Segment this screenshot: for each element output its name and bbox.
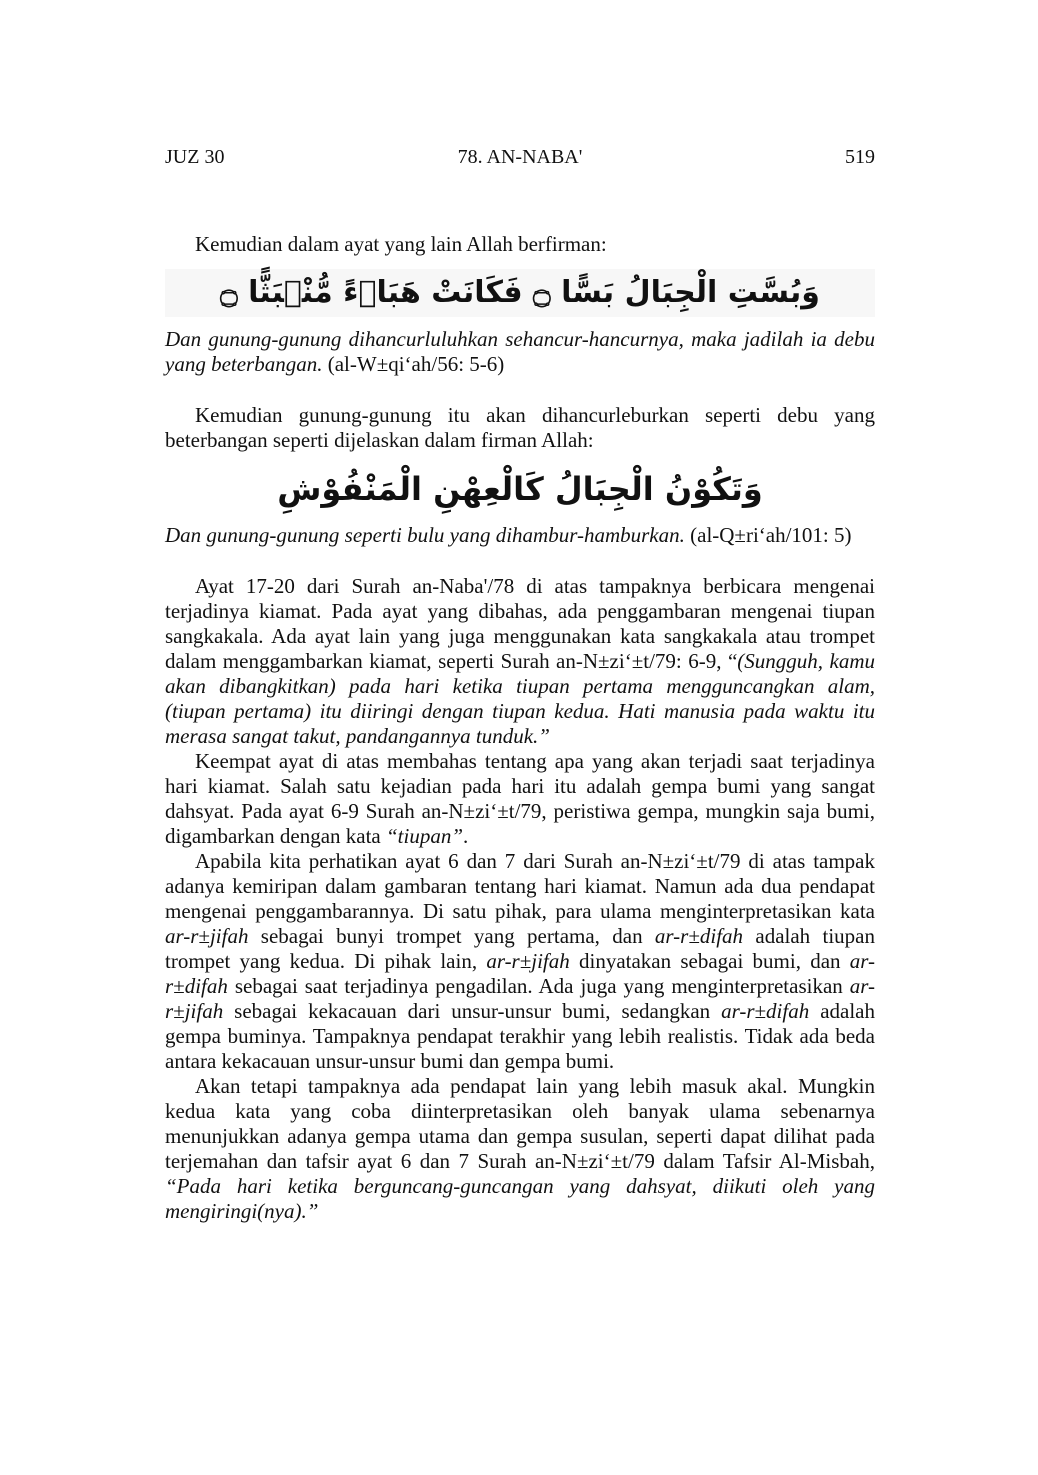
page-body xyxy=(165,232,875,1224)
translation-1 xyxy=(165,327,875,377)
page-number: 519 xyxy=(845,146,875,168)
paragraph-5-text: sebagai kekacauan dari unsur-unsur bumi, sedangkan xyxy=(223,999,722,1023)
paragraph-4-term: “tiupan” xyxy=(386,824,464,848)
translation-1-text: Dan gunung-gunung dihancurluluhkan sehancur-hancurnya, maka jadilah ia debu yang beterbangan. xyxy=(165,327,875,376)
paragraph-5-text: adalah tiupan trompet yang kedua. Di pihak lain, xyxy=(165,924,875,973)
juz-label: JUZ 30 xyxy=(165,146,225,168)
paragraph-5-text: Apabila kita perhatikan ayat 6 dan 7 dari Surah an-N±zi‘±t/79 di atas tampak adanya kemiripan dalam gambaran tentang hari kiamat. Namun ada dua pendapat mengenai penggambarannya. Di satu pihak, para ulama menginterpretasikan kata xyxy=(165,849,875,923)
paragraph-intro-1: Kemudian dalam ayat yang lain Allah berfirman: xyxy=(195,232,607,256)
term-rajifah: ar-r±jifah xyxy=(165,924,249,948)
paragraph-3-text: Ayat 17-20 dari Surah an-Naba'/78 di atas tampaknya berbicara mengenai terjadinya kiamat. Pada ayat yang dibahas, ada penggambaran mengenai tiupan sangkakala. Ada ayat lain yang juga menggunakan kata sangkakala atau trompet dalam menggambarkan kiamat, seperti Surah an-N±zi‘±t/79: 6-9, “ xyxy=(165,574,875,673)
paragraph-6 xyxy=(165,1074,875,1224)
term-radifah: ar-r±difah xyxy=(165,949,875,998)
term-radifah: ar-r±difah xyxy=(654,924,744,948)
translation-2-text: Dan gunung-gunung seperti bulu yang dihambur-hamburkan. xyxy=(165,523,685,547)
paragraph-4-end: . xyxy=(463,824,469,848)
paragraph-3 xyxy=(165,574,875,749)
translation-2 xyxy=(165,523,875,548)
translation-2-ref: (al-Q±ri‘ah/101: 5) xyxy=(690,523,852,547)
running-header xyxy=(165,146,875,172)
paragraph-intro-2: Kemudian gunung-gunung itu akan dihancurleburkan seperti debu yang beterbangan seperti dijelaskan dalam firman Allah: xyxy=(165,403,875,452)
term-rajifah: ar-r±jifah xyxy=(165,974,875,1023)
paragraph-3-quote: (Sungguh, kamu akan dibangkitkan) pada hari ketika tiupan pertama mengguncangkan alam, (tiupan pertama) itu diiringi dengan tiupan kedua. Hati manusia pada waktu itu merasa sangat takut, pandangannya tunduk.” xyxy=(165,649,875,748)
paragraph-4-text: Keempat ayat di atas membahas tentang apa yang akan terjadi saat terjadinya hari kiamat. Salah satu kejadian pada hari itu adalah gempa bumi yang sangat dahsyat. Pada ayat 6-9 Surah an-N±zi‘±t/79, peristiwa gempa, mungkin saja bumi, digambarkan dengan kata xyxy=(165,749,875,848)
paragraph-6-text: Akan tetapi tampaknya ada pendapat lain yang lebih masuk akal. Mungkin kedua kata yang coba diinterpretasikan oleh banyak ulama sebenarnya menunjukkan adanya gempa utama dan gempa susulan, seperti dapat dilihat pada terjemahan dan tafsir ayat 6 dan 7 Surah an-N±zi‘±t/79 dalam Tafsir Al-Misbah, xyxy=(165,1074,875,1173)
arabic-verse-2: وَتَكُوْنُ الْجِبَالُ كَالْعِهْنِ الْمَنْفُوْشِ xyxy=(165,465,875,513)
paragraph-4 xyxy=(165,749,875,849)
term-radifah: ar-r±difah xyxy=(721,999,810,1023)
paragraph-5-text: dinyatakan sebagai bumi, dan xyxy=(569,949,850,973)
surah-title: 78. AN-NABA' xyxy=(457,146,583,168)
paragraph-6-quote: “Pada hari ketika berguncang-guncangan yang dahsyat, diikuti oleh yang mengiringi(nya).” xyxy=(165,1174,875,1223)
paragraph-5-text: adalah gempa buminya. Tampaknya pendapat terakhir yang lebih realistis. Tidak ada beda antara kekacauan unsur-unsur bumi dan gempa bumi. xyxy=(165,999,875,1073)
paragraph-5-text: sebagai bunyi trompet yang pertama, dan xyxy=(248,924,655,948)
paragraph-5 xyxy=(165,849,875,1074)
arabic-verse-1: وَبُسَّتِ الْجِبَالُ بَسًّا ۝ فَكَانَتْ هَبَاۤءً مُّنْۢبَثًّا ۝ xyxy=(165,269,875,317)
term-rajifah: ar-r±jifah xyxy=(486,949,570,973)
paragraph-5-text: sebagai saat terjadinya pengadilan. Ada juga yang menginterpretasikan xyxy=(227,974,850,998)
translation-1-ref: (al-W±qi‘ah/56: 5-6) xyxy=(327,352,505,376)
